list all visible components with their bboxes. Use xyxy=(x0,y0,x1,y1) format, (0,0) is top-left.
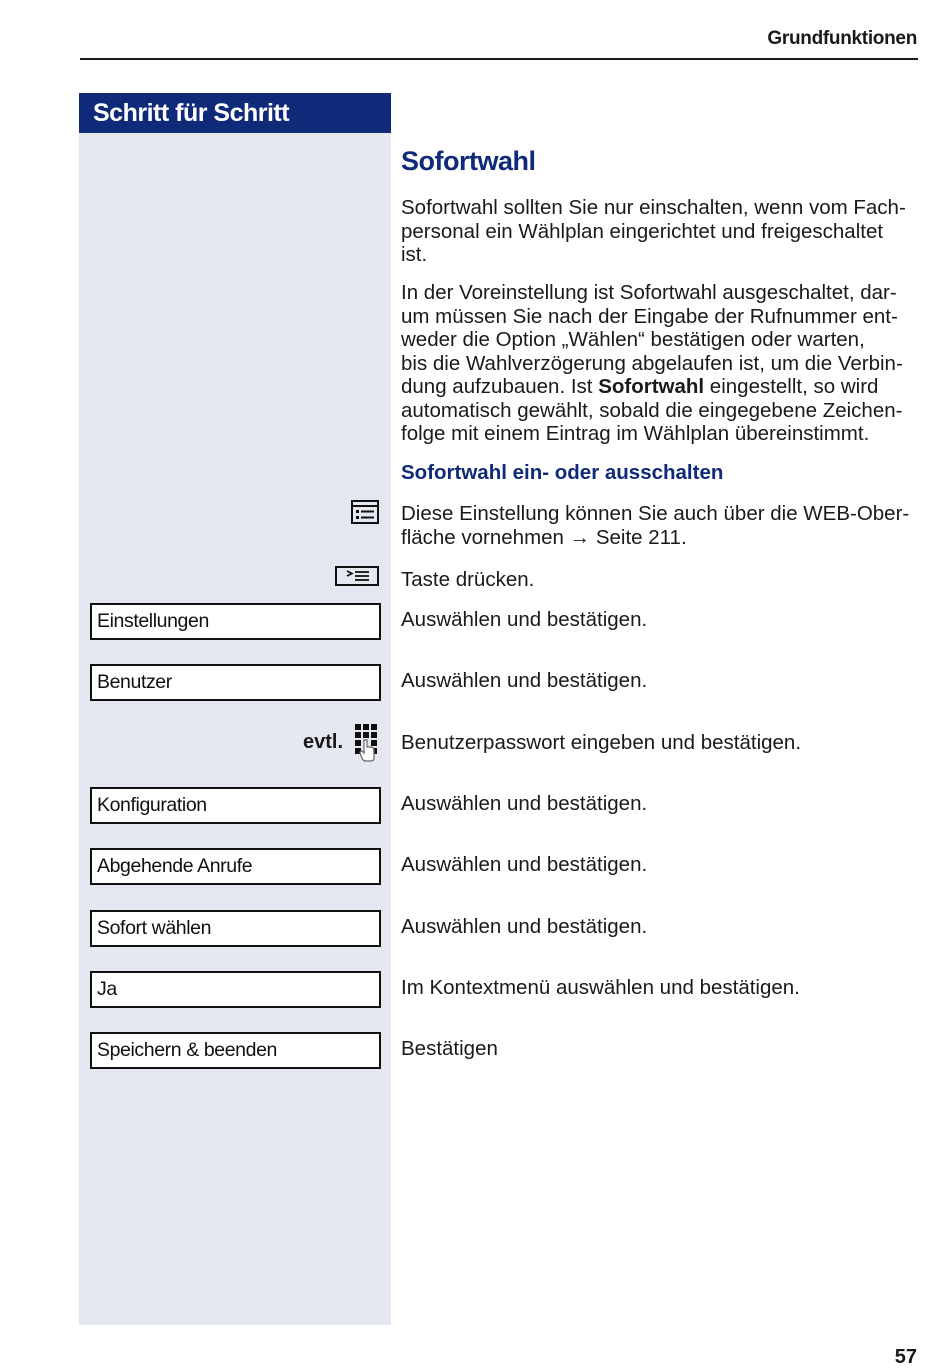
web-interface-icon xyxy=(351,500,379,529)
optional-label: evtl. xyxy=(303,731,344,753)
text-line: weder die Option „Wählen“ bestätigen oder warten, xyxy=(401,328,865,351)
menu-item-konfiguration[interactable]: Konfiguration xyxy=(90,787,381,824)
step-instruction: Bestätigen xyxy=(401,1037,498,1060)
menu-item-speichern-beenden[interactable]: Speichern & beenden xyxy=(90,1032,381,1069)
text-line: ist. xyxy=(401,243,428,266)
keypad-icon xyxy=(354,723,380,768)
web-note xyxy=(401,502,921,549)
step-instruction: Auswählen und bestätigen. xyxy=(401,669,648,692)
step-sidebar xyxy=(79,93,391,1325)
text-fragment: fläche vornehmen xyxy=(401,525,570,549)
detail-paragraph xyxy=(401,281,921,446)
sidebar-heading: Schritt für Schritt xyxy=(79,93,391,133)
text-fragment: eingestellt, so wird xyxy=(704,375,879,398)
step-instruction: Auswählen und bestätigen. xyxy=(401,608,648,631)
step-password: Benutzerpasswort eingeben und bestätigen. xyxy=(401,731,802,754)
arrow-icon: → xyxy=(569,525,591,549)
bold-term: Sofortwahl xyxy=(598,375,705,398)
page-number: 57 xyxy=(894,1346,917,1368)
text-line: folge mit einem Eintrag im Wählplan übereinstimmt. xyxy=(401,422,870,445)
running-header: Grundfunktionen xyxy=(767,28,917,49)
text-line: personal ein Wählplan eingerichtet und freigeschaltet xyxy=(401,219,884,243)
menu-item-sofort-waehlen[interactable]: Sofort wählen xyxy=(90,910,381,947)
text-line: In der Voreinstellung ist Sofortwahl ausgeschaltet, dar- xyxy=(401,281,897,304)
text-line xyxy=(401,526,921,550)
text-line: Sofortwahl sollten Sie nur einschalten, wenn vom Fach- xyxy=(401,196,906,219)
menu-item-ja[interactable]: Ja xyxy=(90,971,381,1008)
menu-item-benutzer[interactable]: Benutzer xyxy=(90,664,381,701)
step-press-key: Taste drücken. xyxy=(401,568,535,591)
section-subtitle: Sofortwahl ein- oder ausschalten xyxy=(401,461,724,484)
step-instruction: Auswählen und bestätigen. xyxy=(401,792,648,815)
text-line: bis die Wahlverzögerung abgelaufen ist, um die Verbin- xyxy=(401,351,903,375)
intro-paragraph xyxy=(401,196,921,267)
header-rule xyxy=(80,58,918,60)
menu-key-icon xyxy=(335,566,379,591)
text-line: automatisch gewählt, sobald die eingegebene Zeichen- xyxy=(401,398,903,422)
menu-item-einstellungen[interactable]: Einstellungen xyxy=(90,603,381,640)
text-line: um müssen Sie nach der Eingabe der Rufnummer ent- xyxy=(401,304,898,328)
page-title: Sofortwahl xyxy=(401,146,536,176)
text-line: Diese Einstellung können Sie auch über die WEB-Ober- xyxy=(401,502,910,525)
text-line xyxy=(401,375,921,399)
step-instruction: Im Kontextmenü auswählen und bestätigen. xyxy=(401,976,800,999)
step-instruction: Auswählen und bestätigen. xyxy=(401,915,648,938)
step-instruction: Auswählen und bestätigen. xyxy=(401,853,648,876)
text-fragment: dung aufzubauen. Ist xyxy=(401,375,599,398)
menu-item-abgehende-anrufe[interactable]: Abgehende Anrufe xyxy=(90,848,381,885)
page-reference[interactable]: Seite 211. xyxy=(590,525,687,549)
